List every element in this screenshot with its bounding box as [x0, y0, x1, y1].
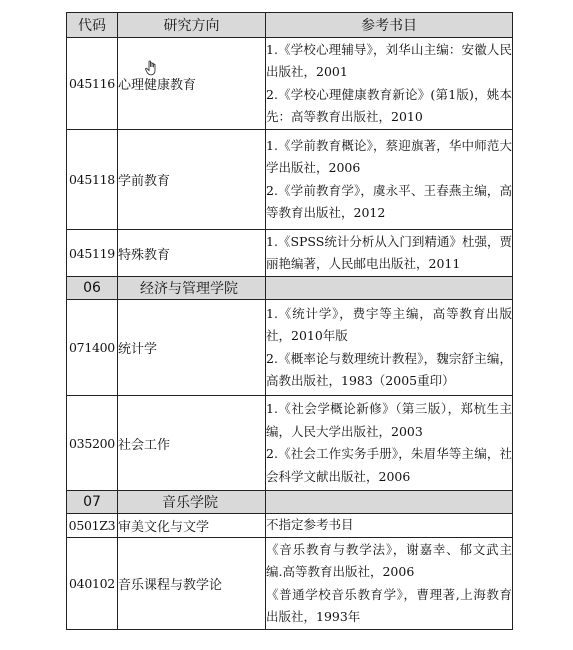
ref-item: 2.《社会工作实务手册》，朱眉华等主编，社会科学文献出版社，2006: [266, 446, 512, 484]
row-refs: [266, 38, 513, 130]
row-refs: [266, 300, 513, 396]
ref-item: 不指定参考书目: [266, 517, 354, 533]
group-code: 06: [67, 277, 118, 300]
ref-item: 《音乐教育与教学法》，谢嘉幸、郁文武主编.高等教育出版社，2006: [266, 541, 512, 579]
row-refs: [266, 130, 513, 230]
header-books: 参考书目: [266, 13, 513, 38]
table-header-row: [67, 13, 513, 38]
header-direction: 研究方向: [118, 13, 266, 38]
row-code: 035200: [67, 396, 118, 491]
row-code: 040102: [67, 538, 118, 630]
ref-item: 1.《SPSS统计分析从入门到精通》杜强，贾丽艳编著，人民邮电出版社，2011: [266, 233, 512, 271]
table-row: [67, 300, 513, 396]
ref-item: 2.《学前教育学》，虞永平、王春燕主编，高等教育出版社，2012: [266, 182, 512, 220]
table-row: [67, 230, 513, 277]
ref-item: 1.《统计学》，费宇等主编，高等教育出版社，2010年版: [266, 305, 512, 343]
table-row: [67, 514, 513, 538]
row-refs: [266, 538, 513, 630]
table-row: [67, 396, 513, 491]
row-direction: 审美文化与文学: [118, 514, 266, 538]
row-direction: 音乐课程与教学论: [118, 538, 266, 630]
row-direction: 心理健康教育: [118, 38, 266, 130]
ref-item: 2.《概率论与数理统计教程》，魏宗舒主编，高教出版社，1983（2005重印）: [266, 350, 512, 388]
row-direction: 特殊教育: [118, 230, 266, 277]
ref-item: 1.《学前教育概论》，蔡迎旗著，华中师范大学出版社，2006: [266, 137, 512, 175]
row-code: 045116: [67, 38, 118, 130]
group-row-07: [67, 491, 513, 514]
table-row: [67, 38, 513, 130]
group-empty: [266, 491, 513, 514]
ref-item: 1.《学校心理辅导》，刘华山主编：安徽人民出版社，2001: [266, 41, 512, 79]
table-row: [67, 538, 513, 630]
row-code: 0501Z3: [67, 514, 118, 538]
table-row: [67, 130, 513, 230]
row-refs: [266, 396, 513, 491]
row-code: 045118: [67, 130, 118, 230]
row-direction: 社会工作: [118, 396, 266, 491]
ref-item: 《普通学校音乐教育学》，曹理著,上海教育出版社，1993年: [266, 586, 512, 624]
reference-book-table: [66, 12, 513, 630]
header-code: 代码: [67, 13, 118, 38]
row-refs: [266, 514, 513, 538]
row-direction: 学前教育: [118, 130, 266, 230]
row-code: 071400: [67, 300, 118, 396]
ref-item: 2.《学校心理健康教育新论》(第1版)，姚本先：高等教育出版社，2010: [266, 86, 512, 124]
row-code: 045119: [67, 230, 118, 277]
row-direction: 统计学: [118, 300, 266, 396]
hand-pointer-icon: [145, 60, 159, 81]
group-empty: [266, 277, 513, 300]
group-title: 音乐学院: [118, 491, 266, 514]
group-code: 07: [67, 491, 118, 514]
row-refs: [266, 230, 513, 277]
group-title: 经济与管理学院: [118, 277, 266, 300]
ref-item: 1.《社会学概论新修》（第三版），郑杭生主编，人民大学出版社，2003: [266, 401, 512, 439]
group-row-06: [67, 277, 513, 300]
